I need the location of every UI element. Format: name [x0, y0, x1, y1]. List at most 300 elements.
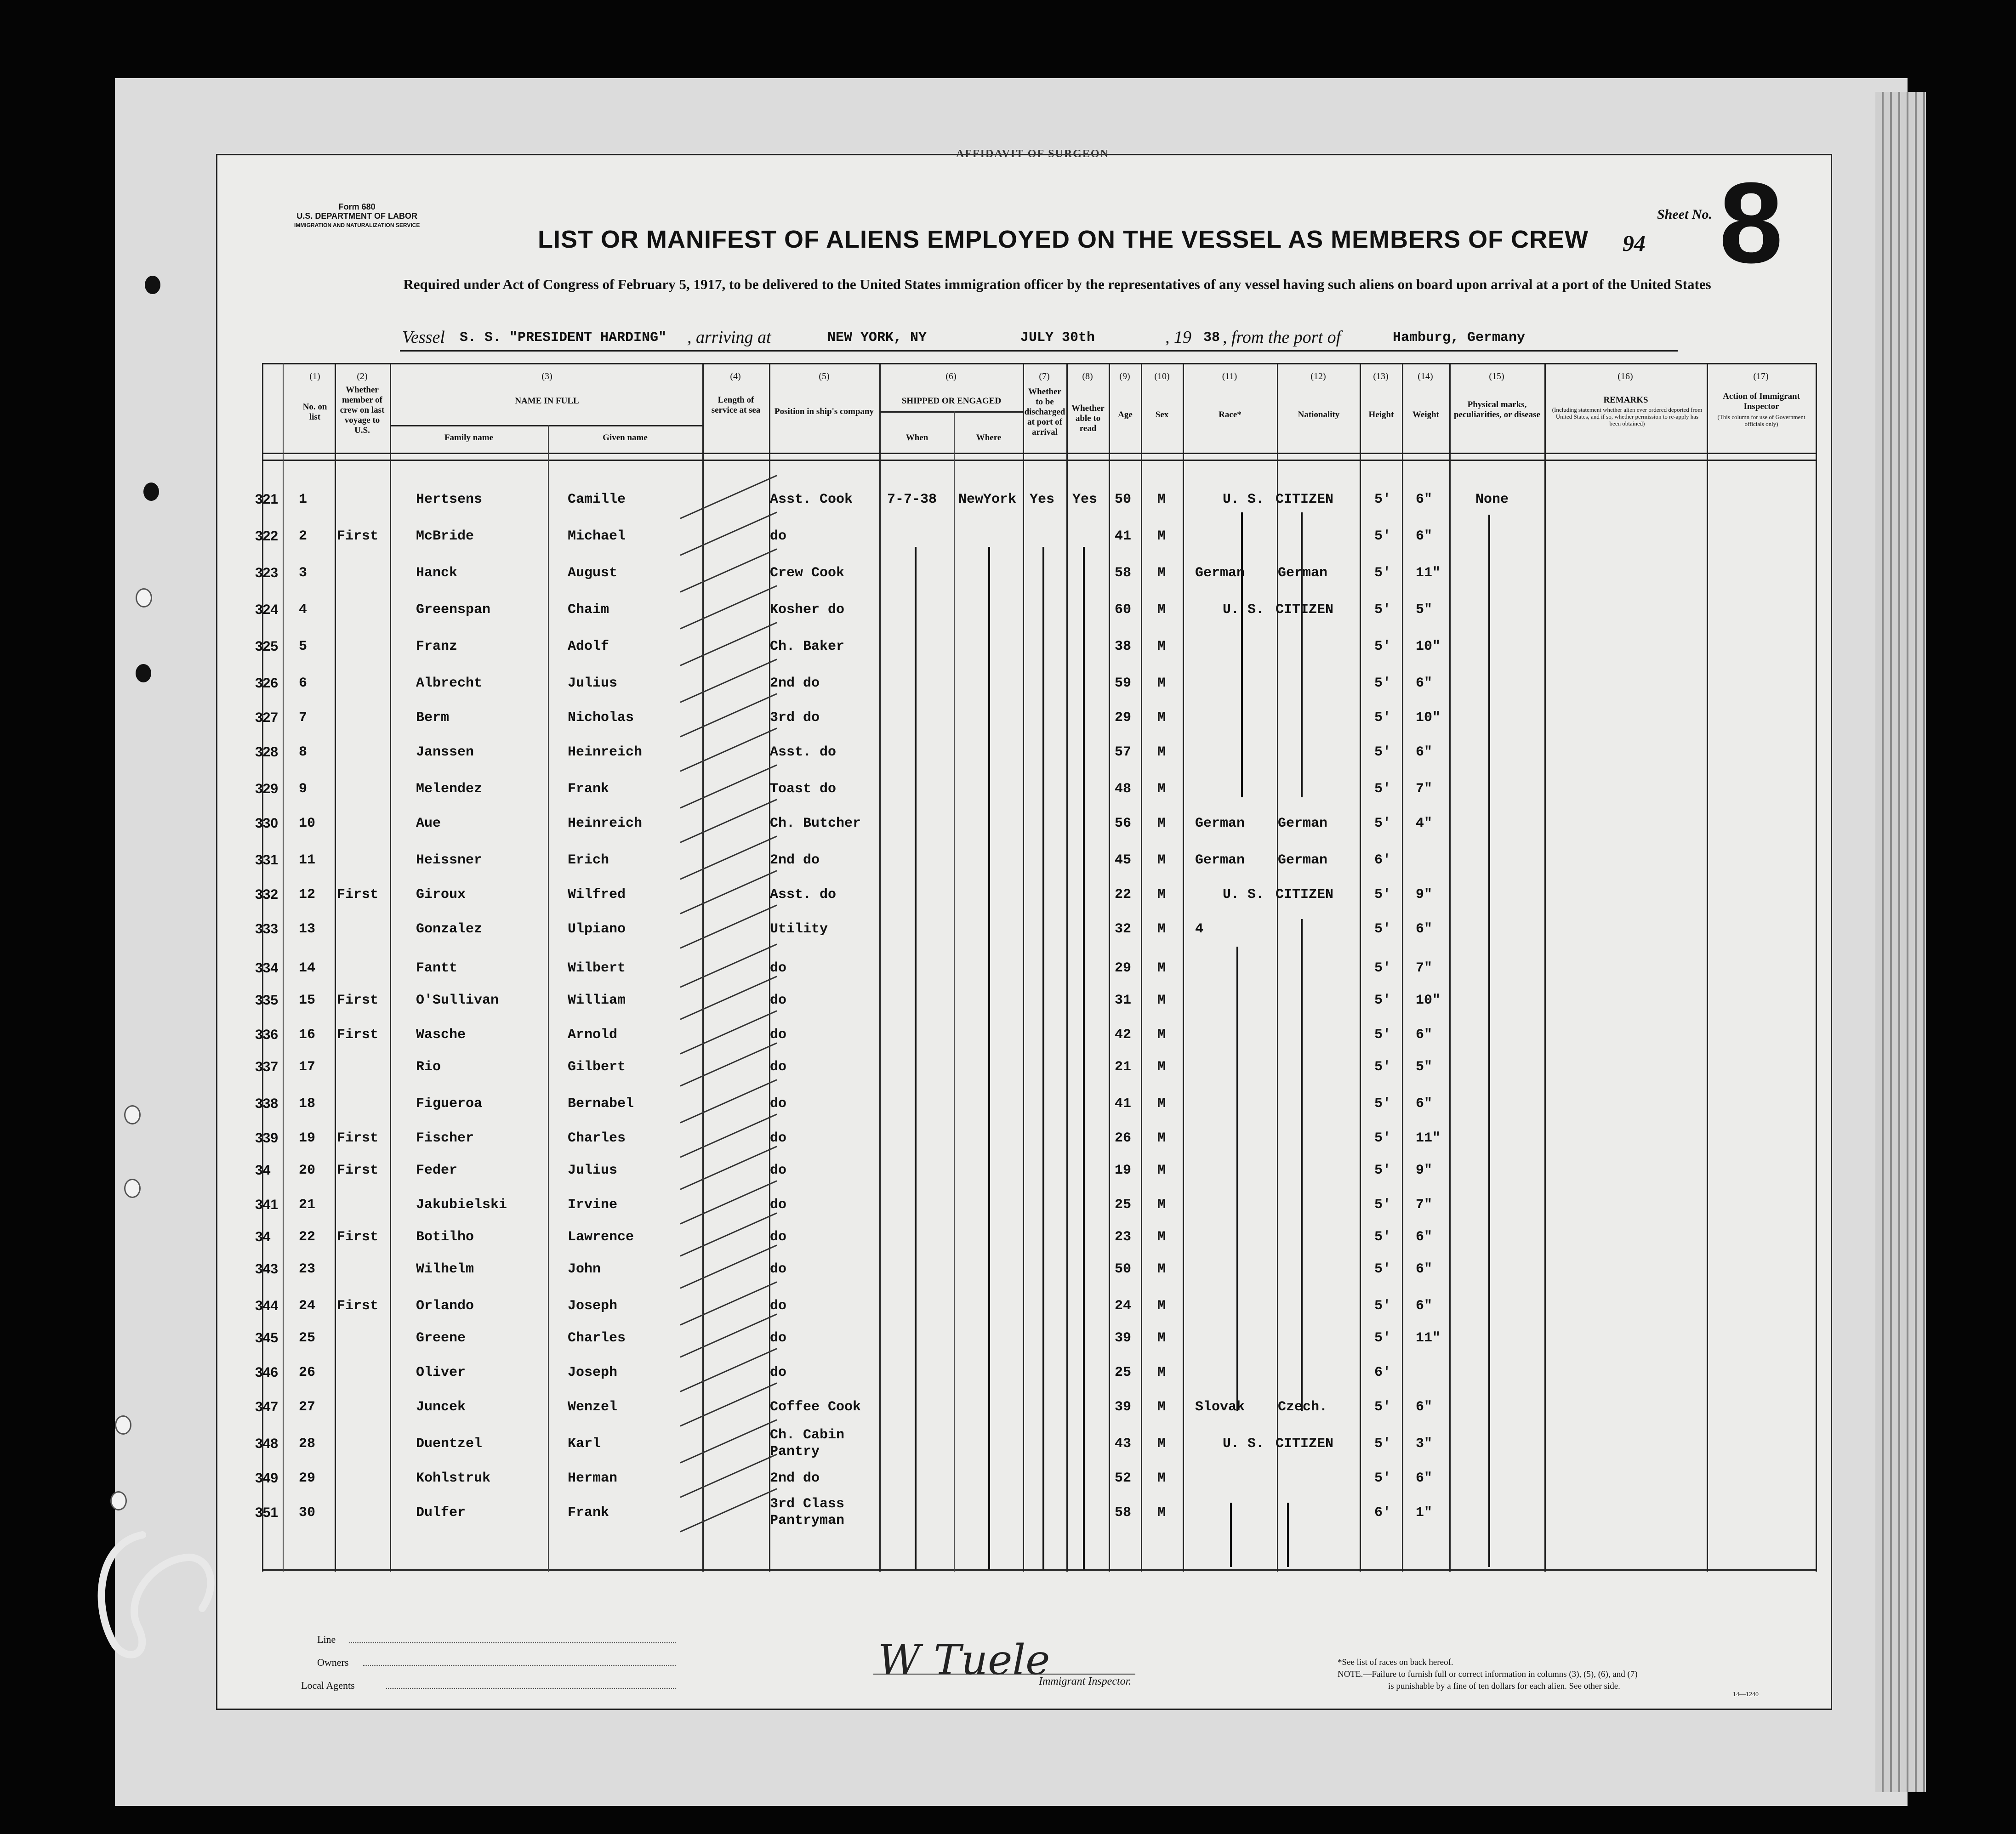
row-weight: 10": [1416, 639, 1441, 654]
ditto-line: [1301, 919, 1303, 1411]
crew-row: [0, 993, 2016, 1025]
row-stamp-number: 344: [255, 1298, 279, 1313]
row-stamp-number: 327: [255, 710, 279, 725]
col-number: (4): [730, 371, 741, 381]
row-stamp-number: 328: [255, 744, 279, 760]
row-position: do: [770, 1096, 787, 1112]
row-height: 6': [1374, 852, 1391, 868]
row-position: Asst. do: [770, 887, 837, 903]
row-age: 25: [1115, 1365, 1132, 1380]
row-height: 5': [1374, 1130, 1391, 1146]
row-last-voyage: First: [337, 528, 379, 544]
crew-row: [0, 1365, 2016, 1397]
row-family-name: McBride: [416, 528, 474, 544]
row-position: Toast do: [770, 781, 837, 797]
ditto-line: [1488, 515, 1490, 1567]
row-height: 5': [1374, 921, 1391, 937]
row-sex: M: [1157, 639, 1166, 654]
department: U.S. DEPARTMENT OF LABOR: [296, 211, 417, 221]
row-position: 3rd Class Pantryman: [770, 1496, 845, 1528]
header-when: When: [905, 433, 928, 443]
row-stamp-number: 341: [255, 1197, 279, 1212]
row-age: 45: [1115, 852, 1132, 868]
row-sex: M: [1157, 1505, 1166, 1521]
row-family-name: Orlando: [416, 1298, 474, 1314]
row-family-name: Duentzel: [416, 1436, 483, 1452]
row-list-number: 6: [299, 676, 308, 691]
footer-notes: [1338, 1657, 1638, 1692]
row-sex: M: [1157, 1096, 1166, 1112]
row-age: 59: [1115, 676, 1132, 691]
row-age: 42: [1115, 1027, 1132, 1043]
row-position: Coffee Cook: [770, 1399, 861, 1415]
row-sex: M: [1157, 1330, 1166, 1346]
row-stamp-number: 329: [255, 781, 279, 796]
row-stamp-number: 338: [255, 1096, 279, 1111]
row-list-number: 28: [299, 1436, 316, 1452]
row-height: 5': [1374, 960, 1391, 976]
row-given-name: Joseph: [568, 1298, 618, 1314]
row-race: U. S.: [1223, 887, 1264, 903]
header-race: Race*: [1219, 410, 1241, 420]
row-list-number: 23: [299, 1261, 316, 1277]
row-able-read: Yes: [1072, 492, 1098, 507]
grid-top-rule: [262, 363, 1816, 364]
crew-row: [0, 744, 2016, 777]
row-stamp-number: 326: [255, 676, 279, 691]
row-age: 60: [1115, 602, 1132, 618]
row-list-number: 21: [299, 1197, 316, 1213]
row-family-name: Albrecht: [416, 676, 483, 691]
ditto-line: [1301, 512, 1303, 797]
row-given-name: Gilbert: [568, 1059, 626, 1075]
row-sex: M: [1157, 602, 1166, 618]
year: 38: [1203, 330, 1220, 346]
row-last-voyage: First: [337, 1298, 379, 1314]
row-last-voyage: First: [337, 1027, 379, 1043]
header-action-note: (This column for use of Government officials only): [1717, 414, 1805, 427]
row-stamp-number: 330: [255, 816, 279, 831]
row-given-name: Heinreich: [568, 744, 643, 760]
header-where: Where: [976, 433, 1002, 443]
row-weight: 10": [1416, 710, 1441, 726]
row-age: 29: [1115, 710, 1132, 726]
ditto-line: [1083, 547, 1085, 1569]
row-sex: M: [1157, 887, 1166, 903]
row-position: do: [770, 1059, 787, 1075]
row-stamp-number: 345: [255, 1330, 279, 1346]
row-weight: 9": [1416, 887, 1433, 903]
row-weight: 11": [1416, 565, 1441, 581]
row-given-name: Chaim: [568, 602, 609, 618]
row-age: 25: [1115, 1197, 1132, 1213]
row-given-name: Julius: [568, 1163, 618, 1178]
crew-row: [0, 887, 2016, 919]
row-position: do: [770, 1229, 787, 1245]
row-weight: 6": [1416, 1471, 1433, 1486]
row-age: 48: [1115, 781, 1132, 797]
row-height: 5': [1374, 528, 1391, 544]
header-physical-marks: Physical marks, peculiarities, or disease: [1453, 400, 1541, 420]
row-position: do: [770, 528, 787, 544]
row-stamp-number: 335: [255, 993, 279, 1008]
col-number: (14): [1418, 371, 1433, 381]
row-weight: 6": [1416, 1399, 1433, 1415]
crew-row: [0, 921, 2016, 954]
sheet-number: 8: [1719, 159, 1783, 287]
row-position: 2nd do: [770, 852, 820, 868]
header-bottom-rule: [262, 453, 1816, 454]
row-weight: 6": [1416, 1027, 1433, 1043]
row-weight: 10": [1416, 993, 1441, 1008]
row-height: 6': [1374, 1365, 1391, 1380]
crew-row: [0, 1427, 2016, 1468]
row-list-number: 25: [299, 1330, 316, 1346]
row-sex: M: [1157, 1365, 1166, 1380]
row-sex: M: [1157, 744, 1166, 760]
sheet-number-label: Sheet No.: [1657, 207, 1712, 222]
row-family-name: Greene: [416, 1330, 466, 1346]
row-age: 58: [1115, 1505, 1132, 1521]
row-sex: M: [1157, 993, 1166, 1008]
row-stamp-number: 343: [255, 1261, 279, 1277]
row-age: 41: [1115, 1096, 1132, 1112]
row-family-name: Figueroa: [416, 1096, 483, 1112]
row-last-voyage: First: [337, 1229, 379, 1245]
vessel-label: Vessel: [402, 328, 445, 347]
row-position: 2nd do: [770, 676, 820, 691]
row-height: 5': [1374, 1229, 1391, 1245]
row-position: 3rd do: [770, 710, 820, 726]
header-remarks-note: (Including statement whether alien ever ordered deported from United States, and if so, whether permission to re-apply has been obtained): [1552, 406, 1703, 427]
crew-row: [0, 1261, 2016, 1294]
row-sex: M: [1157, 921, 1166, 937]
col-number: (6): [945, 371, 957, 381]
row-height: 5': [1374, 1059, 1391, 1075]
row-race: 4: [1195, 921, 1204, 937]
row-list-number: 1: [299, 492, 308, 507]
row-list-number: 27: [299, 1399, 316, 1415]
row-family-name: Hertsens: [416, 492, 483, 507]
row-last-voyage: First: [337, 1130, 379, 1146]
agents-label: Local Agents: [301, 1680, 355, 1691]
row-given-name: Joseph: [568, 1365, 618, 1380]
row-family-name: Greenspan: [416, 602, 491, 618]
row-stamp-number: 323: [255, 565, 279, 580]
col-number: (2): [357, 371, 368, 381]
row-family-name: Hanck: [416, 565, 458, 581]
row-list-number: 5: [299, 639, 308, 654]
row-sex: M: [1157, 1261, 1166, 1277]
row-list-number: 19: [299, 1130, 316, 1146]
header-family-name: Family name: [444, 433, 494, 443]
row-height: 5': [1374, 676, 1391, 691]
row-family-name: Wilhelm: [416, 1261, 474, 1277]
row-family-name: Oliver: [416, 1365, 466, 1380]
row-height: 5': [1374, 1027, 1391, 1043]
row-weight: 6": [1416, 1298, 1433, 1314]
row-position: Ch. Butcher: [770, 816, 861, 831]
row-position: do: [770, 1027, 787, 1043]
row-given-name: Nicholas: [568, 710, 634, 726]
row-given-name: Charles: [568, 1130, 626, 1146]
row-weight: 6": [1416, 1229, 1433, 1245]
row-sex: M: [1157, 1399, 1166, 1415]
row-position: do: [770, 960, 787, 976]
row-race: German: [1195, 816, 1245, 831]
row-family-name: Heissner: [416, 852, 483, 868]
row-family-name: Botilho: [416, 1229, 474, 1245]
col-number: (16): [1617, 371, 1633, 381]
row-sex: M: [1157, 492, 1166, 507]
row-family-name: Juncek: [416, 1399, 466, 1415]
row-sex: M: [1157, 1163, 1166, 1178]
row-height: 6': [1374, 1505, 1391, 1521]
row-family-name: Berm: [416, 710, 450, 726]
row-age: 50: [1115, 1261, 1132, 1277]
crew-row: [0, 1298, 2016, 1330]
crew-row: [0, 1059, 2016, 1091]
header-given-name: Given name: [603, 433, 648, 443]
row-given-name: Julius: [568, 676, 618, 691]
col-number: (8): [1082, 371, 1093, 381]
row-nationality: German: [1278, 565, 1328, 581]
line-label: Line: [317, 1634, 336, 1645]
ditto-line: [988, 547, 990, 1569]
row-nationality: CITIZEN: [1276, 887, 1334, 903]
row-list-number: 18: [299, 1096, 316, 1112]
col-number: (3): [541, 371, 552, 381]
row-given-name: Herman: [568, 1471, 618, 1486]
row-family-name: Fischer: [416, 1130, 474, 1146]
row-height: 5': [1374, 887, 1391, 903]
header-name-in-full: NAME IN FULL: [515, 396, 579, 406]
shipped-subheader-rule: [879, 411, 1023, 413]
header-nationality: Nationality: [1298, 410, 1340, 420]
row-weight: 5": [1416, 602, 1433, 618]
row-stamp-number: 346: [255, 1365, 279, 1380]
row-given-name: John: [568, 1261, 601, 1277]
row-position: Utility: [770, 921, 828, 937]
row-given-name: Wilbert: [568, 960, 626, 976]
row-list-number: 9: [299, 781, 308, 797]
row-list-number: 17: [299, 1059, 316, 1075]
ditto-line: [915, 547, 917, 1569]
row-sex: M: [1157, 1471, 1166, 1486]
ditto-line: [1230, 1503, 1232, 1567]
crew-row: [0, 1229, 2016, 1261]
row-race: Slovak: [1195, 1399, 1245, 1415]
year-prefix: , 19: [1165, 328, 1191, 347]
row-height: 5': [1374, 781, 1391, 797]
row-stamp-number: 34: [255, 1163, 271, 1178]
row-stamp-number: 334: [255, 960, 279, 976]
row-given-name: Michael: [568, 528, 626, 544]
row-given-name: Lawrence: [568, 1229, 634, 1245]
row-sex: M: [1157, 1298, 1166, 1314]
row-given-name: Irvine: [568, 1197, 618, 1213]
row-list-number: 4: [299, 602, 308, 618]
row-age: 41: [1115, 528, 1132, 544]
from-port: Hamburg, Germany: [1393, 330, 1526, 346]
row-sex: M: [1157, 676, 1166, 691]
ditto-line: [1236, 947, 1238, 1411]
row-discharged: Yes: [1030, 492, 1055, 507]
inspector-signature: W Tuele: [878, 1636, 1050, 1684]
row-stamp-number: 339: [255, 1130, 279, 1146]
row-weight: 7": [1416, 960, 1433, 976]
arrival-date: JULY 30th: [1020, 330, 1095, 346]
row-race: U. S.: [1223, 1436, 1264, 1452]
row-given-name: Wilfred: [568, 887, 626, 903]
row-age: 39: [1115, 1330, 1132, 1346]
row-physical-marks: None: [1475, 492, 1509, 507]
row-age: 19: [1115, 1163, 1132, 1178]
row-weight: 11": [1416, 1130, 1441, 1146]
row-family-name: Janssen: [416, 744, 474, 760]
crew-row: [0, 676, 2016, 708]
row-stamp-number: 337: [255, 1059, 279, 1074]
row-weight: 1": [1416, 1505, 1433, 1521]
row-position: do: [770, 1261, 787, 1277]
crew-row: [0, 639, 2016, 671]
header-sex: Sex: [1155, 410, 1169, 420]
owners-label: Owners: [317, 1657, 349, 1668]
header-action-inspector: Action of Immigrant Inspector: [1723, 392, 1800, 411]
header-age: Age: [1118, 410, 1133, 420]
row-stamp-number: 348: [255, 1436, 279, 1451]
row-stamp-number: 347: [255, 1399, 279, 1414]
row-sex: M: [1157, 1229, 1166, 1245]
row-last-voyage: First: [337, 993, 379, 1008]
row-given-name: Heinreich: [568, 816, 643, 831]
row-list-number: 10: [299, 816, 316, 831]
note-races: *See list of races on back hereof.: [1338, 1658, 1453, 1667]
row-sex: M: [1157, 528, 1166, 544]
row-weight: 6": [1416, 921, 1433, 937]
form-number: Form 680: [338, 202, 376, 211]
agents-field: [386, 1688, 676, 1689]
print-code: 14—1240: [1733, 1691, 1759, 1698]
crew-row: [0, 781, 2016, 813]
crew-row: [0, 1027, 2016, 1059]
col-number: (11): [1222, 371, 1237, 381]
crew-row: [0, 492, 2016, 524]
row-list-number: 3: [299, 565, 308, 581]
row-sex: M: [1157, 1436, 1166, 1452]
row-nationality: CITIZEN: [1276, 1436, 1334, 1452]
row-family-name: Rio: [416, 1059, 441, 1075]
inspector-caption: Immigrant Inspector.: [1039, 1675, 1132, 1687]
service: IMMIGRATION AND NATURALIZATION SERVICE: [294, 222, 420, 228]
row-given-name: Camille: [568, 492, 626, 507]
vessel-line: [400, 327, 1678, 352]
note-failure: NOTE.—Failure to furnish full or correct information in columns (3), (5), (6), and (7): [1338, 1669, 1638, 1679]
row-list-number: 2: [299, 528, 308, 544]
col-number: (5): [819, 371, 830, 381]
note-fine: is punishable by a fine of ten dollars for each alien. See other side.: [1388, 1681, 1620, 1691]
row-age: 57: [1115, 744, 1132, 760]
row-family-name: Kohlstruk: [416, 1471, 491, 1486]
row-list-number: 11: [299, 852, 316, 868]
row-stamp-number: 349: [255, 1471, 279, 1486]
row-nationality: CITIZEN: [1276, 602, 1334, 618]
row-age: 39: [1115, 1399, 1132, 1415]
row-sex: M: [1157, 1059, 1166, 1075]
row-position: Asst. Cook: [770, 492, 853, 507]
row-list-number: 7: [299, 710, 308, 726]
ditto-line: [1241, 512, 1243, 797]
row-weight: 4": [1416, 816, 1433, 831]
arrival-port: NEW YORK, NY: [827, 330, 927, 346]
row-stamp-number: 336: [255, 1027, 279, 1042]
row-list-number: 13: [299, 921, 316, 937]
col-number: (13): [1373, 371, 1389, 381]
header-weight: Weight: [1412, 410, 1440, 420]
row-position: Ch. Cabin Pantry: [770, 1427, 845, 1459]
row-weight: 6": [1416, 676, 1433, 691]
row-sex: M: [1157, 781, 1166, 797]
row-age: 24: [1115, 1298, 1132, 1314]
name-subheader-rule: [390, 425, 702, 426]
crew-row: [0, 1130, 2016, 1163]
row-race: German: [1195, 852, 1245, 868]
row-given-name: Charles: [568, 1330, 626, 1346]
row-race: U. S.: [1223, 492, 1264, 507]
page-title: LIST OR MANIFEST OF ALIENS EMPLOYED ON THE VESSEL AS MEMBERS OF CREW: [538, 226, 1589, 253]
row-nationality: German: [1278, 852, 1328, 868]
row-sex: M: [1157, 816, 1166, 831]
row-height: 5': [1374, 565, 1391, 581]
row-given-name: Adolf: [568, 639, 609, 654]
row-height: 5': [1374, 744, 1391, 760]
row-height: 5': [1374, 639, 1391, 654]
header-height: Height: [1368, 410, 1394, 420]
row-shipped-where: NewYork: [958, 492, 1017, 507]
row-list-number: 8: [299, 744, 308, 760]
row-family-name: Fantt: [416, 960, 458, 976]
row-family-name: Dulfer: [416, 1505, 466, 1521]
row-list-number: 24: [299, 1298, 316, 1314]
row-weight: 5": [1416, 1059, 1433, 1075]
header-remarks: REMARKS: [1603, 395, 1648, 405]
row-given-name: Frank: [568, 1505, 609, 1521]
row-age: 22: [1115, 887, 1132, 903]
row-given-name: Ulpiano: [568, 921, 626, 937]
header-double-rule: [262, 460, 1816, 461]
row-family-name: Aue: [416, 816, 441, 831]
header-able-read: Whether able to read: [1071, 403, 1105, 433]
header-length-service: Length of service at sea: [711, 395, 761, 415]
row-height: 5': [1374, 1330, 1391, 1346]
crew-row: [0, 1471, 2016, 1503]
row-given-name: Bernabel: [568, 1096, 634, 1112]
row-stamp-number: 322: [255, 528, 279, 544]
row-nationality: German: [1278, 816, 1328, 831]
row-position: do: [770, 1298, 787, 1314]
row-weight: 6": [1416, 528, 1433, 544]
crew-row: [0, 1399, 2016, 1431]
row-family-name: Franz: [416, 639, 458, 654]
row-sex: M: [1157, 960, 1166, 976]
row-race: U. S.: [1223, 602, 1264, 618]
header-member-last-voyage: Whether member of crew on last voyage to U.S.: [340, 385, 385, 435]
from-label: , from the port of: [1223, 328, 1341, 347]
row-weight: 6": [1416, 1096, 1433, 1112]
row-sex: M: [1157, 1197, 1166, 1213]
row-stamp-number: 331: [255, 852, 279, 868]
row-list-number: 14: [299, 960, 316, 976]
